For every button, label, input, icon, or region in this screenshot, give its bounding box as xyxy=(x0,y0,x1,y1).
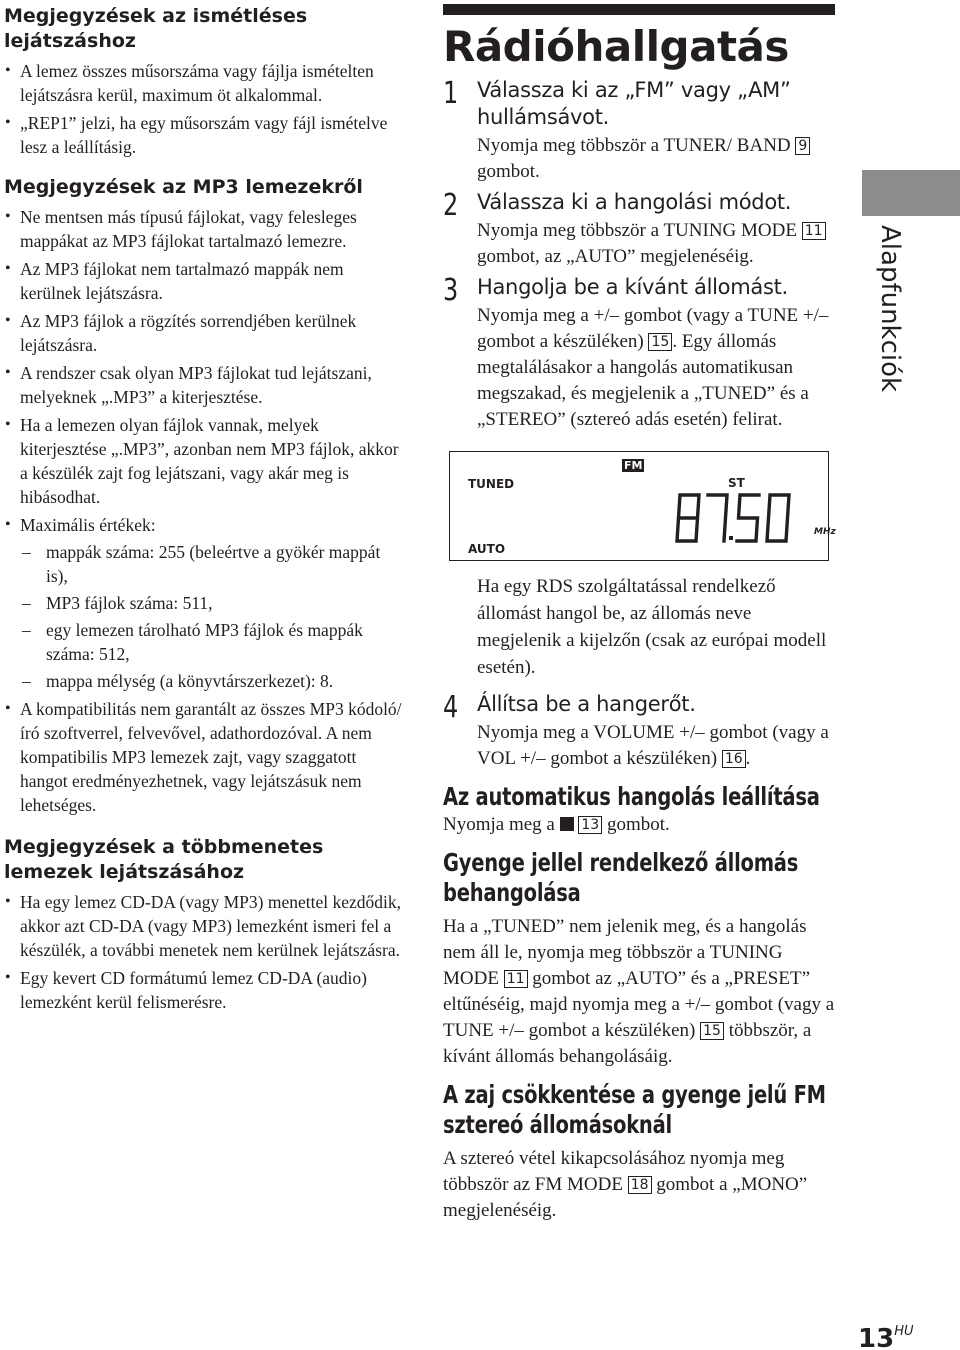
key-number-badge: 15 xyxy=(700,1022,724,1040)
key-number-badge: 18 xyxy=(628,1176,652,1194)
step-4 xyxy=(443,691,838,772)
key-number-badge: 15 xyxy=(648,333,672,351)
key-number-badge: 13 xyxy=(578,816,602,834)
step-body: Nyomja meg többször a TUNER/ BAND 9 gombot. xyxy=(477,133,838,185)
step-number: 1 xyxy=(443,76,459,111)
section-noise-reduction xyxy=(443,1080,838,1224)
step-heading: Hangolja be a kívánt állomást. xyxy=(477,275,788,299)
list-item: • Az MP3 fájlok a rögzítés sorrendjében kerülnek lejátszásra. xyxy=(4,309,404,357)
section-text: Ha a „TUNED” nem jelenik meg, és a hangolás nem áll le, nyomja meg többször a TUNING MODE 11 gombot az „AUTO” és a „PRESET” eltűnéséig, majd nyomja meg a +/– gombot (vagy a TUNE +/– gombot a készüléken) 15 többször, a kívánt állomás behangolásáig. xyxy=(443,916,835,1067)
step-2 xyxy=(443,189,838,270)
list-item: • „REP1” jelzi, ha egy műsorszám vagy fájl ismételve lesz a leállításig. xyxy=(4,111,404,159)
section-heading: Gyenge jellel rendelkező állomás behangolása xyxy=(443,848,799,907)
list-item: • Ha a lemezen olyan fájlok vannak, melyek kiterjesztése „.MP3”, azonban nem MP3 fájlok, akkor a készülék zajt fog lejátszani, vagy akár meg is hibásodhat. xyxy=(4,413,404,509)
list-item: • A kompatibilitás nem garantált az összes MP3 kódoló/író szoftverrel, felvevővel, adathordozóval. A nem kompatibilis MP3 lemezek zajt, vagy szaggatott hangot eredményezhetnek, vagy lejátszásuk nem lehetséges. xyxy=(4,697,404,817)
step-body: Nyomja meg a +/– gombot (vagy a TUNE +/– gombot a készüléken) 15 . Egy állomás megtalálásakor a hangolás automatikusan megszakad, és megjelenik a „TUNED” és a „STEREO” (sztereó adás esetén) felirat. xyxy=(477,305,829,430)
step-1 xyxy=(443,77,838,185)
chapter-tab-marker xyxy=(862,170,960,216)
display-auto-indicator: AUTO xyxy=(468,542,506,556)
step-number: 3 xyxy=(443,273,459,308)
step-heading: Állítsa be a hangerőt. xyxy=(477,692,696,716)
display-stereo-indicator: ST xyxy=(728,476,745,490)
step-number: 4 xyxy=(443,690,459,725)
display-fm-indicator: FM xyxy=(624,459,643,472)
section-repeat-notes xyxy=(4,4,404,159)
key-number-badge: 11 xyxy=(504,970,528,988)
dash-item: – MP3 fájlok száma: 511, xyxy=(4,591,404,615)
dash-item: – egy lemezen tárolható MP3 fájlok és mappák száma: 512, xyxy=(4,618,404,666)
list-item: • A lemez összes műsorszáma vagy fájlja ismételten lejátszásra kerül, maximum öt alkalommal. xyxy=(4,59,404,107)
section-heading: Megjegyzések az ismétléses lejátszáshoz xyxy=(4,5,308,52)
section-weak-station xyxy=(443,848,838,1070)
key-number-badge: 9 xyxy=(795,137,810,155)
section-stop-auto-tuning xyxy=(443,782,838,838)
step-number: 2 xyxy=(443,188,459,223)
dash-item: – mappa mélység (a könyvtárszerkezet): 8. xyxy=(4,669,404,693)
bullet-list xyxy=(4,205,404,817)
section-heading: Az automatikus hangolás leállítása xyxy=(443,782,820,811)
page-number: $13^{HU}$ xyxy=(858,1324,914,1350)
step-body: Nyomja meg a VOLUME +/– gombot (vagy a VOL +/– gombot a készüléken) 16 . xyxy=(477,722,829,769)
step-body: Nyomja meg többször a TUNING MODE 11 gombot, az „AUTO” megjelenéséig. xyxy=(477,218,838,270)
title-rule xyxy=(443,4,835,15)
section-multisession-notes xyxy=(4,835,404,1014)
list-item: • A rendszer csak olyan MP3 fájlokat tud lejátszani, melyeknek „.MP3” a kiterjesztése. xyxy=(4,361,404,409)
section-text: Nyomja meg a 13 gombot. xyxy=(443,814,670,835)
section-text: A sztereó vétel kikapcsolásához nyomja meg többször az FM MODE 18 gombot a „MONO” megjelenéséig. xyxy=(443,1148,808,1221)
bullet-list xyxy=(4,59,404,159)
step-3 xyxy=(443,274,838,433)
display-illustration xyxy=(449,451,836,561)
section-mp3-notes xyxy=(4,175,404,817)
list-item: • Ha egy lemez CD-DA (vagy MP3) menettel kezdődik, akkor azt CD-DA (vagy MP3) lemezként ismeri fel a készülék, a további menetek nem kerülnek lejátszásra. xyxy=(4,890,404,962)
section-heading: Megjegyzések a többmenetes lemezek lejátszásához xyxy=(4,836,324,883)
stop-icon xyxy=(560,817,574,831)
page-title: Rádióhallgatás xyxy=(443,22,789,71)
max-values-label: Maximális értékek: xyxy=(20,515,156,535)
section-heading: A zaj csökkentése a gyenge jelű FM sztereó állomásoknál xyxy=(443,1080,826,1139)
list-item: • Az MP3 fájlokat nem tartalmazó mappák nem kerülnek lejátszásra. xyxy=(4,257,404,305)
language-code: HU xyxy=(894,1324,914,1339)
list-item-max-values xyxy=(4,513,404,693)
key-number-badge: 11 xyxy=(802,222,826,240)
section-heading: Megjegyzések az MP3 lemezekről xyxy=(4,176,363,198)
right-column xyxy=(443,4,838,1224)
key-number-badge: 16 xyxy=(722,750,746,768)
bullet-list xyxy=(4,890,404,1014)
chapter-tab-label: Alapfunkciók xyxy=(875,225,905,393)
dash-list xyxy=(4,540,404,693)
dash-item: – mappák száma: 255 (beleértve a gyökér mappát is), xyxy=(4,540,404,588)
rds-note: Ha egy RDS szolgáltatással rendelkező állomást hangol be, az állomás neve megjelenik a kijelzőn (csak az európai modell esetén). xyxy=(477,576,827,678)
display-mhz-unit: MHz xyxy=(814,527,836,537)
step-heading: Válassza ki az „FM” vagy „AM” hullámsávot. xyxy=(477,78,791,129)
display-frequency-digits xyxy=(672,492,812,544)
left-column xyxy=(4,4,404,1018)
display-tuned-indicator: TUNED xyxy=(468,477,515,491)
list-item: • Ne mentsen más típusú fájlokat, vagy felesleges mappákat az MP3 fájlokat tartalmazó lemezre. xyxy=(4,205,404,253)
list-item: • Egy kevert CD formátumú lemez CD-DA (audio) lemezként kerül felismerésre. xyxy=(4,966,404,1014)
step-heading: Válassza ki a hangolási módot. xyxy=(477,190,792,214)
